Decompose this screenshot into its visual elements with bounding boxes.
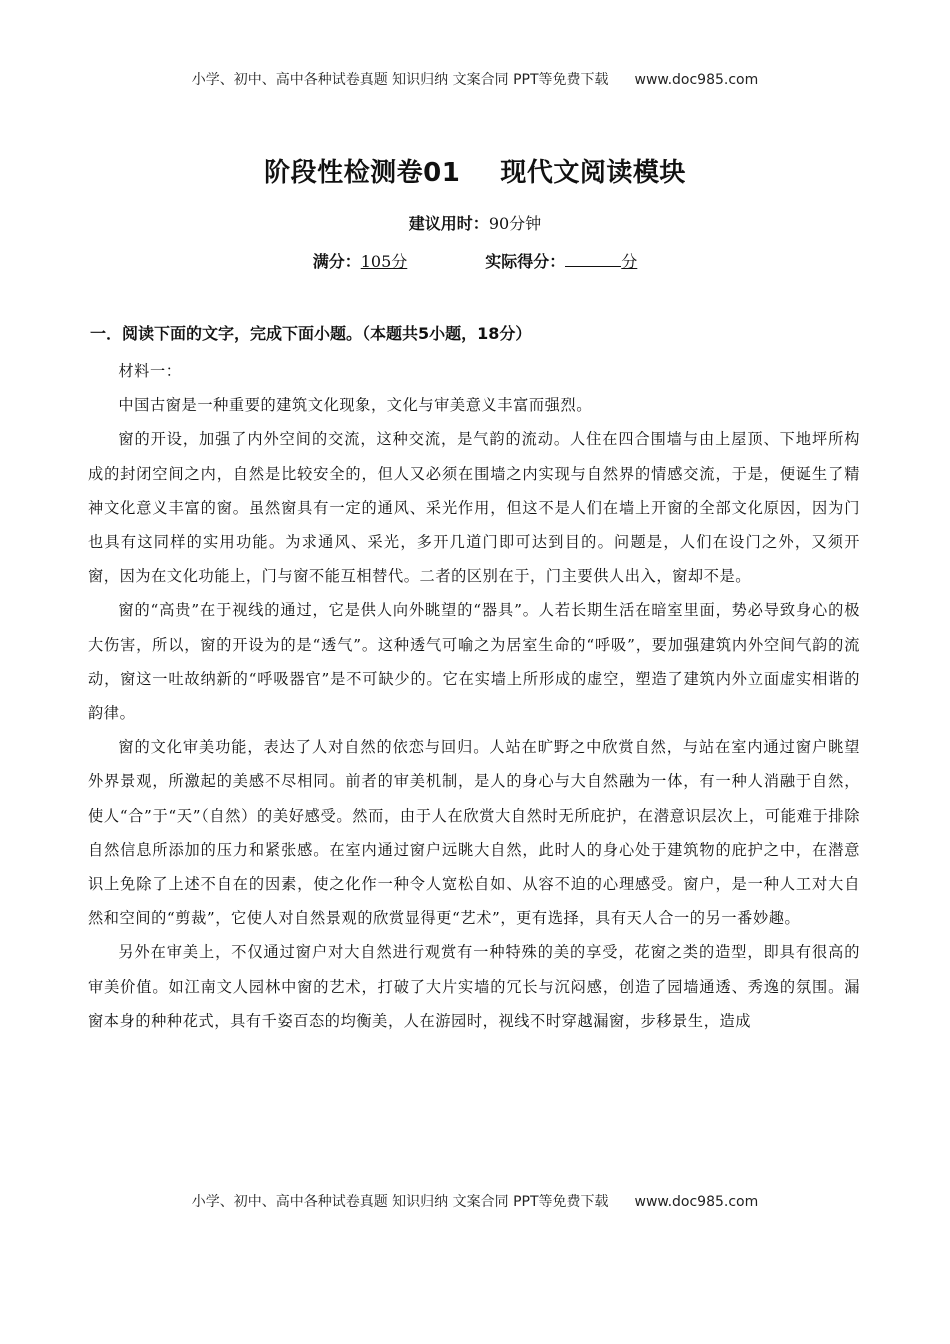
full-score-label: 满分： [312,252,361,271]
passage-paragraph: 窗的文化审美功能，表达了人对自然的依恋与回归。人站在旷野之中欣赏自然，与站在室内通过窗户眺望外界景观，所激起的美感不尽相同。前者的审美机制，是人的身心与大自然融为一体，有一种人消融于自然，使人“合”于“天”（自然）的美好感受。然而，由于人在欣赏大自然时无所庇护，在潜意识层次上，可能难于排除自然信息所添加的压力和紧张感。在室内通过窗户远眺大自然，此时人的身心处于建筑物的庇护之中，在潜意识上免除了上述不自在的因素，使之化作一种令人宽松自如、从容不迫的心理感受。窗户，是一种人工对大自然和空间的“剪裁”，它使人对自然景观的欣赏显得更“艺术”，更有选择，具有天人合一的另一番妙趣。 [88,738,860,928]
time-label: 建议用时： [408,214,489,233]
passage-paragraph: 窗的“高贵”在于视线的通过，它是供人向外眺望的“器具”。人若长期生活在暗室里面，势必导致身心的极大伤害，所以，窗的开设为的是“透气”。这种透气可喻之为居室生命的“呼吸”，要加强建筑内外空间气韵的流动，窗这一吐故纳新的“呼吸器官”是不可缺少的。它在实墙上所形成的虚空，塑造了建筑内外立面虚实相谐的韵律。 [88,601,860,723]
time-value: 90分钟 [488,214,542,233]
title-left: 阶段性检测卷01 [264,158,461,188]
footer-site-link[interactable]: www.doc985.com [634,1194,759,1210]
actual-score-label: 实际得分： [485,252,566,271]
header-site-link[interactable]: www.doc985.com [634,72,759,88]
section-heading: 一．阅读下面的文字，完成下面小题。（本题共5小题，18分） [90,324,532,343]
footer-text: 小学、初中、高中各种试卷真题 知识归纳 文案合同 PPT等免费下载 [191,1194,609,1210]
suggested-time [0,211,950,234]
page-title [0,152,950,189]
passage-paragraph: 材料一： [118,362,182,380]
full-score-value: 105分 [360,252,408,271]
actual-score-blank[interactable] [565,252,621,267]
reading-passage [88,354,860,1038]
header-text: 小学、初中、高中各种试卷真题 知识归纳 文案合同 PPT等免费下载 [191,72,609,88]
title-right: 现代文阅读模块 [500,158,686,188]
actual-score-unit: 分 [621,252,638,271]
passage-paragraph: 窗的开设，加强了内外空间的交流，这种交流，是气韵的流动。人住在四合围墙与由上屋顶、下地坪所构成的封闭空间之内，自然是比较安全的，但人又必须在围墙之内实现与自然界的情感交流，于是，便诞生了精神文化意义丰富的窗。虽然窗具有一定的通风、采光作用，但这不是人们在墙上开窗的全部文化原因，因为门也具有这同样的实用功能。为求通风、采光，多开几道门即可达到目的。问题是，人们在设门之外，又须开窗，因为在文化功能上，门与窗不能互相替代。二者的区别在于，门主要供人出入，窗却不是。 [88,430,860,586]
page-footer [0,1191,950,1211]
passage-paragraph: 另外在审美上，不仅通过窗户对大自然进行观赏有一种特殊的美的享受，花窗之类的造型，即具有很高的审美价值。如江南文人园林中窗的艺术，打破了大片实墙的冗长与沉闷感，创造了园墙通透、秀逸的氛围。漏窗本身的种种花式，具有千姿百态的均衡美，人在游园时，视线不时穿越漏窗，步移景生，造成 [88,943,860,1030]
passage-paragraph: 中国古窗是一种重要的建筑文化现象，文化与审美意义丰富而强烈。 [118,396,593,415]
score-line [0,249,950,272]
page-header [0,69,950,89]
